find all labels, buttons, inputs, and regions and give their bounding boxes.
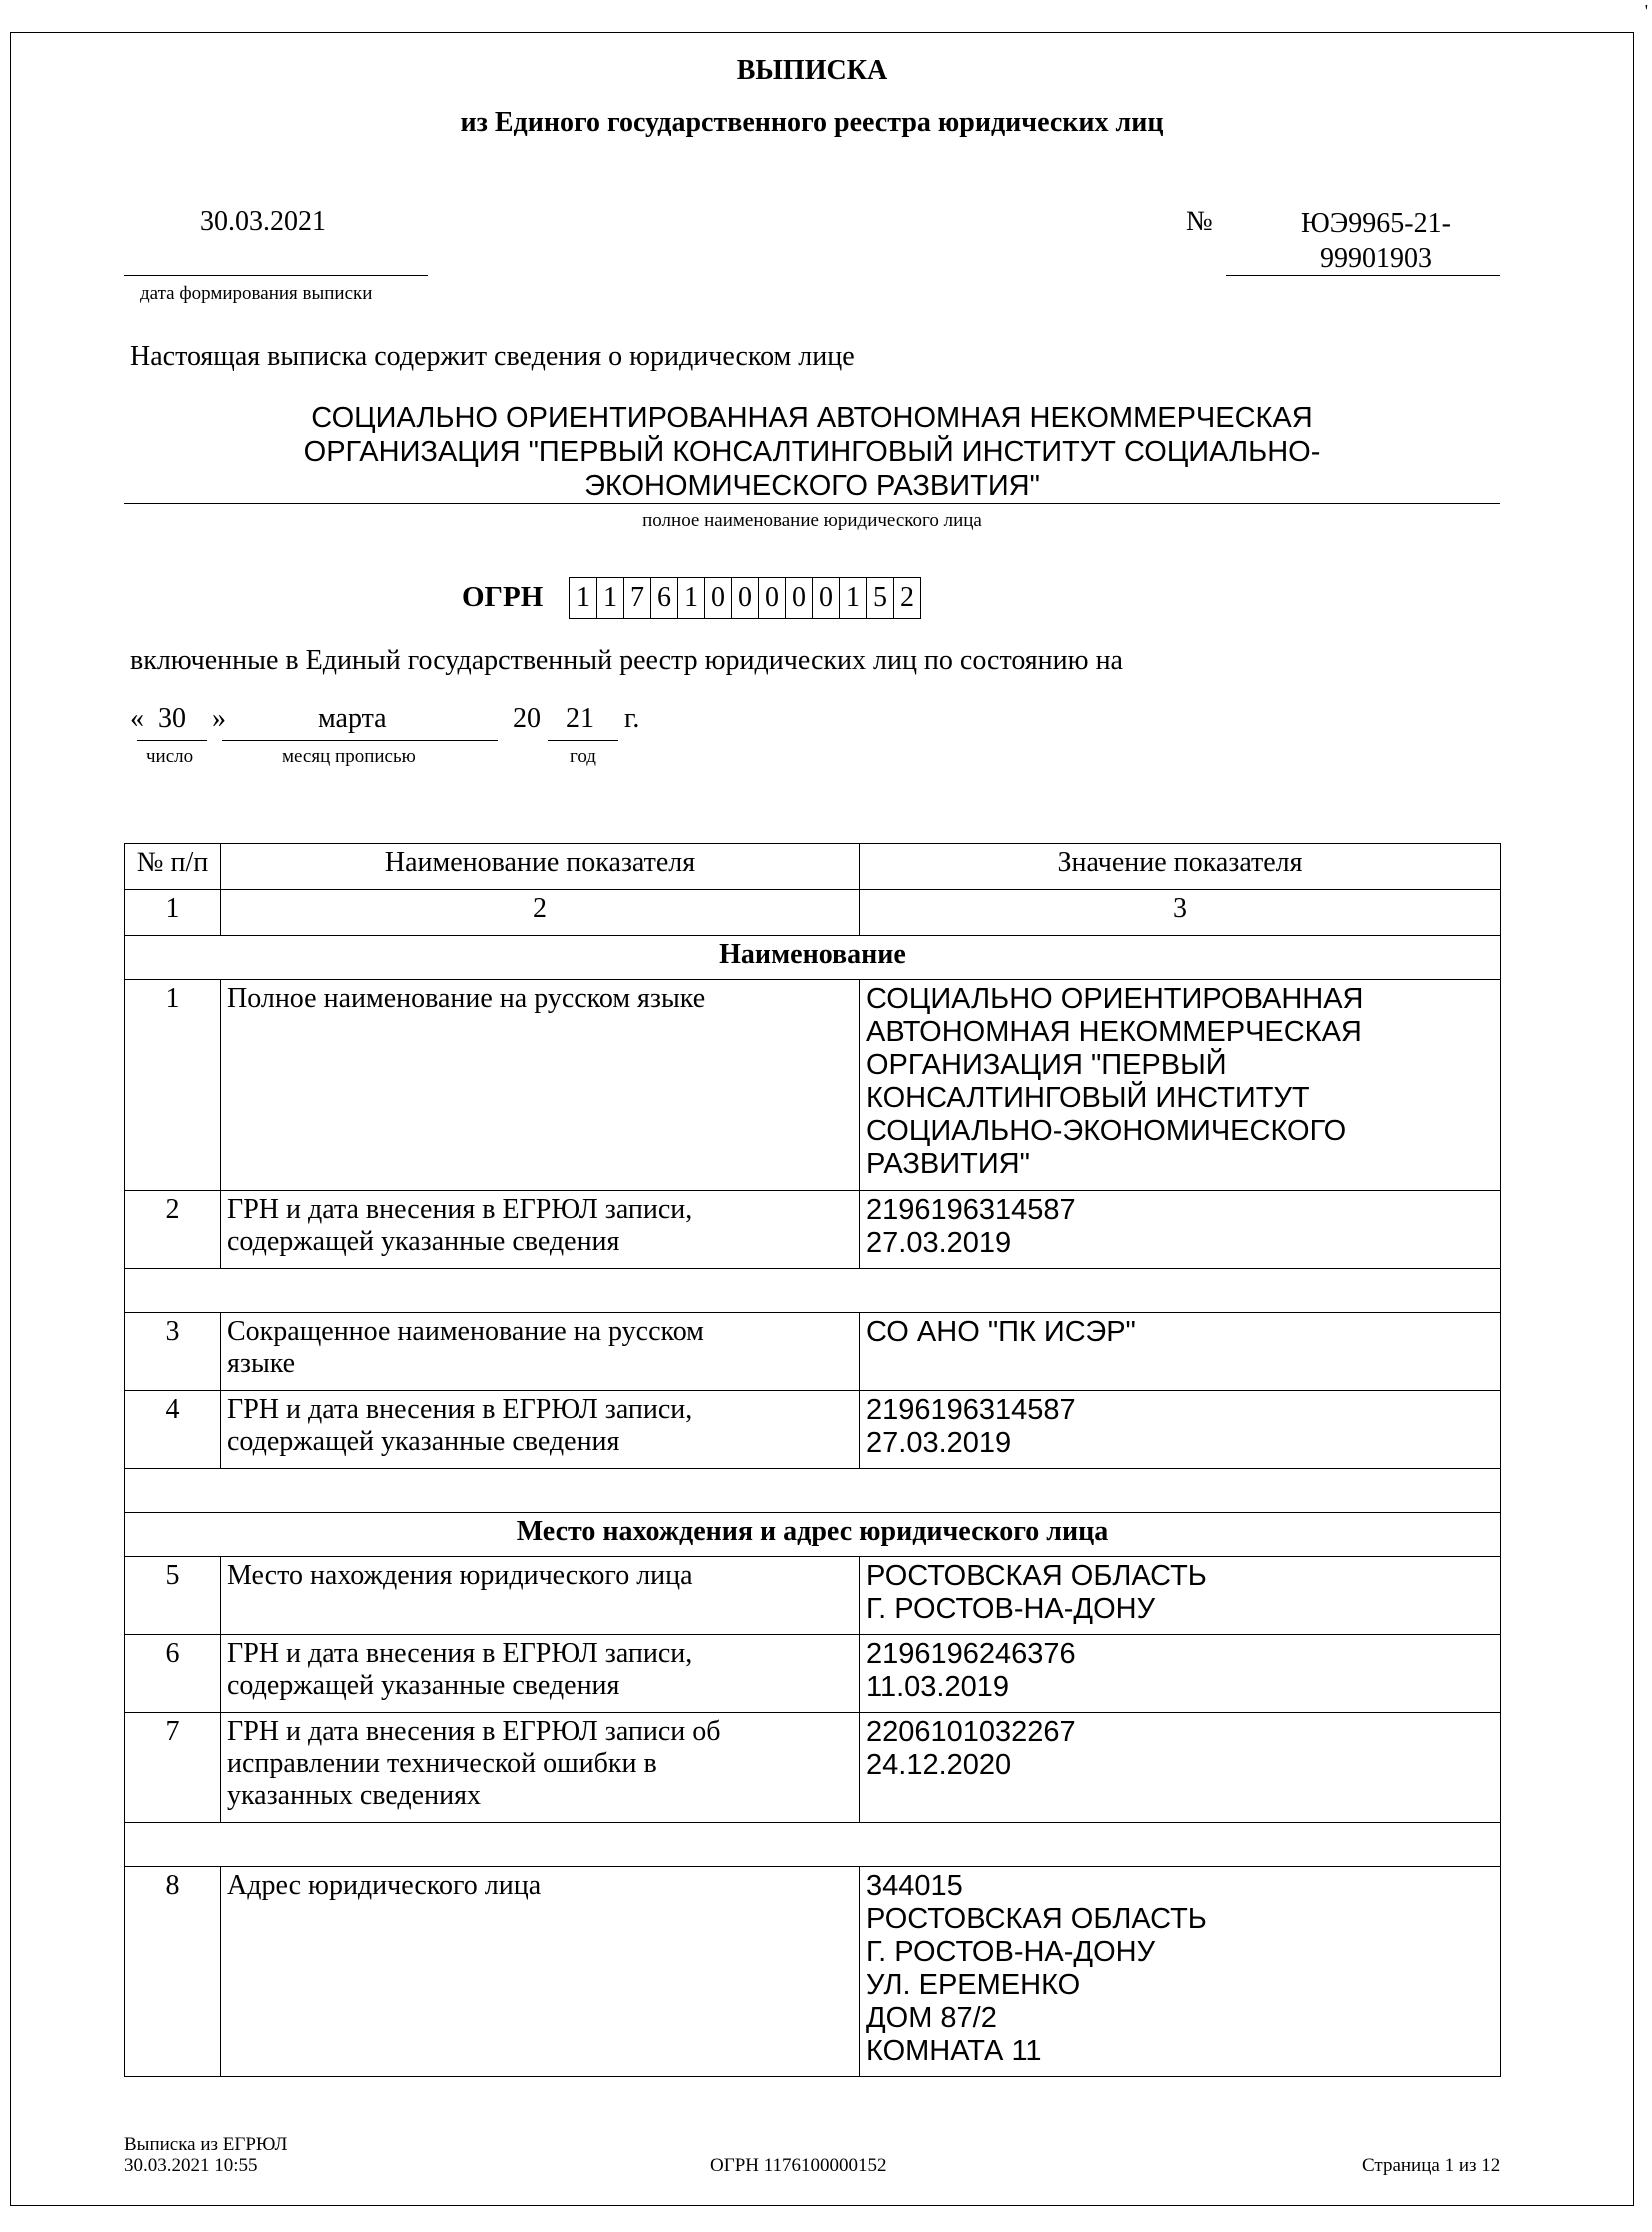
section-row	[125, 936, 1501, 980]
footer-datetime: 30.03.2021 10:55	[124, 2155, 258, 2176]
column-header: № п/п	[125, 844, 221, 890]
table-row	[125, 1191, 1501, 1269]
footer-ogrn: ОГРН 1176100000152	[710, 2155, 887, 2176]
ogrn-digit: 5	[866, 577, 894, 619]
column-header: Наименование показателя	[221, 844, 860, 890]
corner-mark: '	[1644, 1, 1648, 21]
day-caption: число	[146, 746, 194, 767]
ogrn-digit: 7	[623, 577, 651, 619]
indicator-value: 2196196314587 27.03.2019	[860, 1191, 1501, 1269]
table-row	[125, 980, 1501, 1191]
section-title: Место нахождения и адрес юридического лица	[125, 1513, 1501, 1557]
month-caption: месяц прописью	[282, 746, 416, 767]
row-number: 3	[125, 1313, 221, 1391]
table-row	[125, 1867, 1501, 2077]
ogrn-digit: 1	[569, 577, 597, 619]
ogrn-digit: 2	[893, 577, 921, 619]
register-table	[124, 843, 1501, 2077]
extract-date: 30.03.2021	[200, 206, 326, 237]
entity-full-name: СОЦИАЛЬНО ОРИЕНТИРОВАННАЯ АВТОНОМНАЯ НЕКОММЕРЧЕСКАЯ ОРГАНИЗАЦИЯ "ПЕРВЫЙ КОНСАЛТИНГОВЫЙ ИНСТИТУТ СОЦИАЛЬНО- ЭКОНОМИЧЕСКОГО РАЗВИТИЯ"	[303, 402, 1321, 502]
ogrn-digit: 0	[731, 577, 759, 619]
document-title: ВЫПИСКА	[736, 55, 888, 86]
column-number: 1	[125, 890, 221, 936]
indicator-name: Сокращенное наименование на русском языке	[221, 1313, 860, 1391]
as-of-month: марта	[318, 703, 387, 734]
indicator-name: ГРН и дата внесения в ЕГРЮЛ записи, содержащей указанные сведения	[221, 1635, 860, 1713]
row-number: 6	[125, 1635, 221, 1713]
row-number: 4	[125, 1391, 221, 1469]
indicator-name: ГРН и дата внесения в ЕГРЮЛ записи, содержащей указанные сведения	[221, 1191, 860, 1269]
entity-name-caption: полное наименование юридического лица	[642, 510, 982, 531]
ogrn-digit: 1	[677, 577, 705, 619]
column-header: Значение показателя	[860, 844, 1501, 890]
indicator-value: 344015 РОСТОВСКАЯ ОБЛАСТЬ Г. РОСТОВ-НА-ДОНУ УЛ. ЕРЕМЕНКО ДОМ 87/2 КОМНАТА 11	[860, 1867, 1501, 2077]
year-caption: год	[570, 746, 596, 767]
ogrn-digit: 0	[758, 577, 786, 619]
year-suffix: г.	[624, 703, 640, 734]
spacer-row	[125, 1469, 1501, 1513]
month-underline	[222, 740, 498, 741]
close-quote: »	[212, 703, 226, 734]
indicator-value: 2206101032267 24.12.2020	[860, 1713, 1501, 1823]
extract-date-underline	[124, 275, 428, 276]
indicator-name: Полное наименование на русском языке	[221, 980, 860, 1191]
day-underline	[137, 740, 207, 741]
extract-date-caption: дата формирования выписки	[140, 283, 373, 304]
footer-doc-type: Выписка из ЕГРЮЛ	[124, 2134, 288, 2155]
table-row	[125, 1713, 1501, 1823]
indicator-value: СО АНО "ПК ИСЭР"	[860, 1313, 1501, 1391]
included-text: включенные в Единый государственный реестр юридических лиц по состоянию на	[130, 645, 1123, 676]
number-sign: №	[1186, 206, 1213, 237]
footer-page-number: Страница 1 из 12	[1362, 2155, 1501, 2176]
year-underline	[548, 740, 618, 741]
indicator-name: ГРН и дата внесения в ЕГРЮЛ записи об исправлении технической ошибки в указанных сведениях	[221, 1713, 860, 1823]
column-number: 3	[860, 890, 1501, 936]
row-number: 2	[125, 1191, 221, 1269]
table-row	[125, 1635, 1501, 1713]
ogrn-digit: 6	[650, 577, 678, 619]
ogrn-label: ОГРН	[462, 581, 544, 613]
section-row	[125, 1513, 1501, 1557]
extract-number-underline	[1226, 275, 1500, 276]
indicator-name: ГРН и дата внесения в ЕГРЮЛ записи, содержащей указанные сведения	[221, 1391, 860, 1469]
as-of-year: 21	[566, 703, 594, 734]
row-number: 5	[125, 1557, 221, 1635]
row-number: 7	[125, 1713, 221, 1823]
table-row	[125, 1391, 1501, 1469]
ogrn-digit-boxes	[570, 577, 921, 619]
spacer-row	[125, 1269, 1501, 1313]
indicator-name: Место нахождения юридического лица	[221, 1557, 860, 1635]
row-number: 8	[125, 1867, 221, 2077]
column-number: 2	[221, 890, 860, 936]
table-row	[125, 1557, 1501, 1635]
spacer-row	[125, 1823, 1501, 1867]
table-row	[125, 1313, 1501, 1391]
indicator-name: Адрес юридического лица	[221, 1867, 860, 2077]
ogrn-digit: 0	[704, 577, 732, 619]
as-of-day: 30	[158, 703, 186, 734]
document-subtitle: из Единого государственного реестра юридических лиц	[460, 107, 1164, 138]
ogrn-digit: 1	[596, 577, 624, 619]
extract-number: ЮЭ9965-21- 99901903	[1301, 208, 1451, 274]
ogrn-digit: 0	[812, 577, 840, 619]
indicator-value: 2196196314587 27.03.2019	[860, 1391, 1501, 1469]
ogrn-digit: 0	[785, 577, 813, 619]
entity-name-underline	[124, 503, 1500, 504]
ogrn-digit: 1	[839, 577, 867, 619]
row-number: 1	[125, 980, 221, 1191]
indicator-value: СОЦИАЛЬНО ОРИЕНТИРОВАННАЯ АВТОНОМНАЯ НЕКОММЕРЧЕСКАЯ ОРГАНИЗАЦИЯ "ПЕРВЫЙ КОНСАЛТИНГОВЫЙ ИНСТИТУТ СОЦИАЛЬНО-ЭКОНОМИЧЕСКОГО РАЗВИТИЯ"	[860, 980, 1501, 1191]
as-of-century: 20	[513, 703, 541, 734]
open-quote: «	[130, 703, 144, 734]
table-header-row	[125, 844, 1501, 890]
intro-text: Настоящая выписка содержит сведения о юридическом лице	[130, 341, 855, 372]
column-number-row	[125, 890, 1501, 936]
indicator-value: 2196196246376 11.03.2019	[860, 1635, 1501, 1713]
section-title: Наименование	[125, 936, 1501, 980]
indicator-value: РОСТОВСКАЯ ОБЛАСТЬ Г. РОСТОВ-НА-ДОНУ	[860, 1557, 1501, 1635]
